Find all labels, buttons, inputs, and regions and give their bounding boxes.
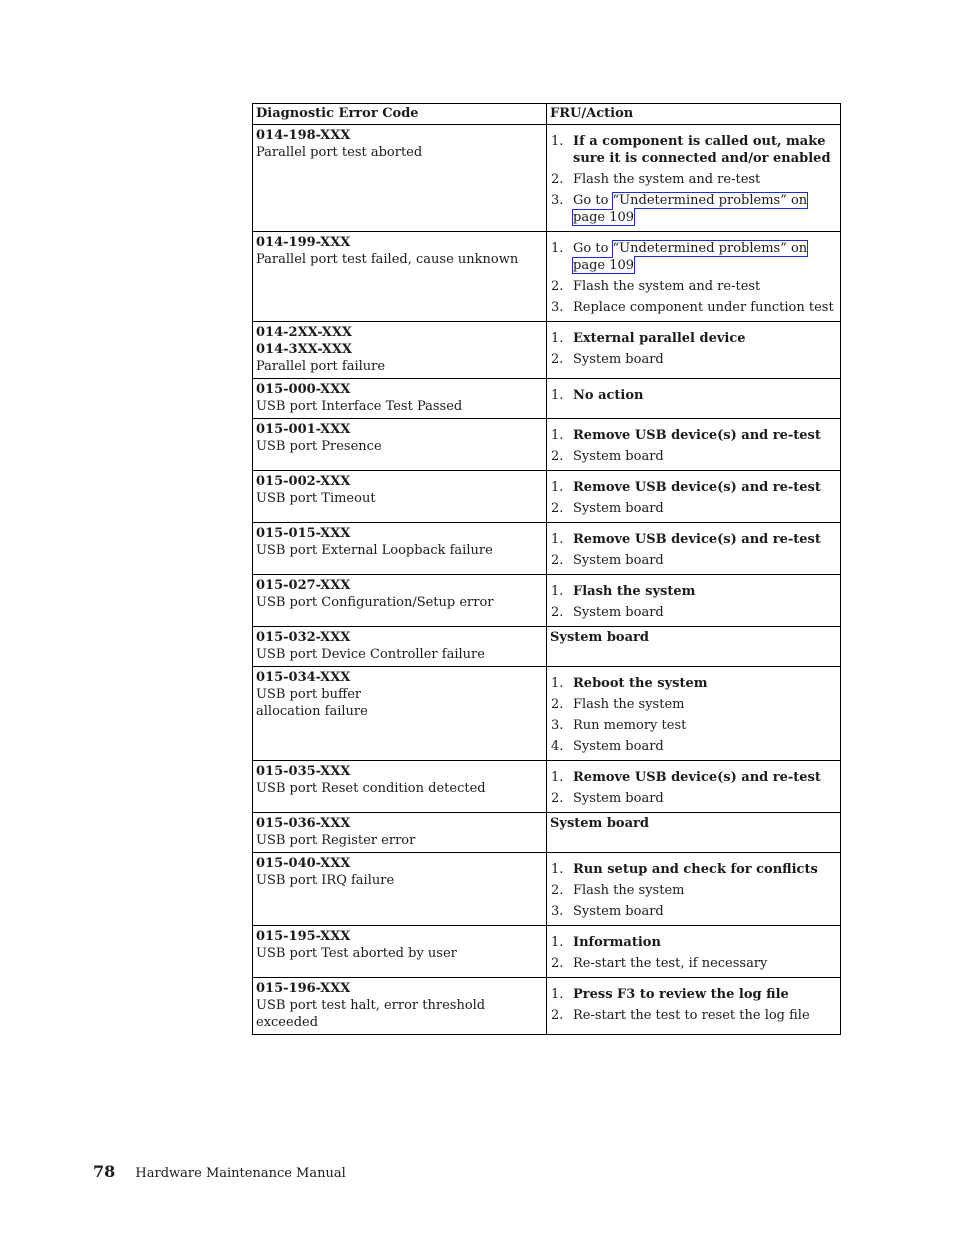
list-item — [550, 427, 837, 444]
step-number: 2. — [551, 172, 564, 187]
list-item — [550, 675, 837, 692]
step-number: 1. — [551, 584, 564, 599]
step-text: Run setup and check for conflicts — [573, 862, 818, 877]
error-description: USB port buffer allocation failure — [256, 687, 368, 719]
table-row — [253, 761, 841, 813]
step-text: System board — [573, 739, 664, 754]
table-row — [253, 813, 841, 853]
error-description: USB port Test aborted by user — [256, 946, 457, 961]
error-code: 015-032-XXX — [256, 630, 351, 645]
error-code: 015-036-XXX — [256, 816, 351, 831]
step-text: Flash the system — [573, 883, 685, 898]
step-text: Flash the system and re-test — [573, 172, 761, 187]
step-text: Press F3 to review the log file — [573, 987, 789, 1002]
step-number: 2. — [551, 883, 564, 898]
error-code-cell — [253, 471, 547, 523]
step-number: 1. — [551, 388, 564, 403]
page-number: 78 — [93, 1162, 116, 1181]
step-number: 1. — [551, 134, 564, 149]
step-number: 2. — [551, 791, 564, 806]
error-code: 015-015-XXX — [256, 526, 351, 541]
step-number: 2. — [551, 449, 564, 464]
list-item — [550, 500, 837, 517]
step-number: 2. — [551, 956, 564, 971]
step-number: 4. — [551, 739, 564, 754]
error-code: 014-3XX-XXX — [256, 342, 352, 357]
error-code-cell — [253, 926, 547, 978]
action-steps-list — [550, 934, 837, 972]
action-steps-list — [550, 986, 837, 1024]
fru-action-cell — [547, 419, 841, 471]
step-text: Go to — [573, 193, 613, 208]
error-code-cell — [253, 978, 547, 1035]
fru-action-cell — [547, 761, 841, 813]
error-description: USB port Register error — [256, 833, 416, 848]
error-code: 015-000-XXX — [256, 382, 351, 397]
step-number: 1. — [551, 862, 564, 877]
list-item — [550, 299, 837, 316]
fru-action-cell — [547, 379, 841, 419]
table-row — [253, 978, 841, 1035]
error-description: USB port External Loopback failure — [256, 543, 493, 558]
error-description: Parallel port failure — [256, 359, 386, 374]
list-item — [550, 387, 837, 404]
error-code: 015-196-XXX — [256, 981, 351, 996]
table-header-row — [253, 104, 841, 125]
manual-title: Hardware Maintenance Manual — [135, 1166, 346, 1181]
table-row — [253, 125, 841, 232]
error-code-cell — [253, 667, 547, 761]
error-code: 015-040-XXX — [256, 856, 351, 871]
step-text: Flash the system — [573, 697, 685, 712]
action-steps-list — [550, 861, 837, 920]
step-text: System board — [573, 449, 664, 464]
fru-action-cell — [547, 125, 841, 232]
list-item — [550, 330, 837, 347]
step-number: 1. — [551, 241, 564, 256]
action-steps-list — [550, 675, 837, 755]
step-number: 1. — [551, 770, 564, 785]
header-fru-action: FRU/Action — [547, 104, 841, 125]
error-code-cell — [253, 379, 547, 419]
step-number: 2. — [551, 697, 564, 712]
table-row — [253, 853, 841, 926]
error-code-cell — [253, 322, 547, 379]
undetermined-problems-link[interactable]: “Undetermined problems” on page 109 — [573, 193, 808, 225]
action-steps-list — [550, 427, 837, 465]
list-item — [550, 861, 837, 878]
fru-action-text: System board — [550, 630, 649, 645]
table-row — [253, 471, 841, 523]
list-item — [550, 171, 837, 188]
list-item — [550, 351, 837, 368]
fru-action-cell — [547, 471, 841, 523]
fru-action-text: System board — [550, 816, 649, 831]
step-text: System board — [573, 501, 664, 516]
list-item — [550, 769, 837, 786]
step-number: 1. — [551, 987, 564, 1002]
action-steps-list — [550, 240, 837, 316]
step-text: Flash the system and re-test — [573, 279, 761, 294]
error-code: 015-035-XXX — [256, 764, 351, 779]
step-text: System board — [573, 791, 664, 806]
list-item — [550, 531, 837, 548]
error-description: USB port Reset condition detected — [256, 781, 486, 796]
table-row — [253, 232, 841, 322]
error-code-cell — [253, 125, 547, 232]
action-steps-list — [550, 769, 837, 807]
error-description: USB port Configuration/Setup error — [256, 595, 494, 610]
header-diagnostic-error-code: Diagnostic Error Code — [253, 104, 547, 125]
fru-action-cell — [547, 322, 841, 379]
action-steps-list — [550, 583, 837, 621]
step-number: 2. — [551, 605, 564, 620]
step-text: External parallel device — [573, 331, 746, 346]
error-code-cell — [253, 232, 547, 322]
action-steps-list — [550, 387, 837, 404]
error-description: USB port Timeout — [256, 491, 376, 506]
list-item — [550, 192, 837, 226]
step-number: 3. — [551, 300, 564, 315]
step-text: System board — [573, 904, 664, 919]
step-text: Run memory test — [573, 718, 687, 733]
step-number: 2. — [551, 352, 564, 367]
error-description: USB port test halt, error threshold exceeded — [256, 998, 486, 1030]
error-code-cell — [253, 575, 547, 627]
fru-action-cell — [547, 575, 841, 627]
error-code-cell — [253, 813, 547, 853]
list-item — [550, 240, 837, 274]
step-text: System board — [573, 352, 664, 367]
step-number: 2. — [551, 501, 564, 516]
error-code-cell — [253, 627, 547, 667]
step-number: 2. — [551, 279, 564, 294]
list-item — [550, 955, 837, 972]
step-text: If a component is called out, make sure it is connected and/or enabled — [573, 134, 831, 166]
error-code: 014-2XX-XXX — [256, 325, 352, 340]
list-item — [550, 986, 837, 1003]
step-text: Re-start the test, if necessary — [573, 956, 768, 971]
table-row — [253, 575, 841, 627]
action-steps-list — [550, 531, 837, 569]
step-number: 2. — [551, 1008, 564, 1023]
error-code: 014-198-XXX — [256, 128, 351, 143]
step-number: 3. — [551, 193, 564, 208]
list-item — [550, 1007, 837, 1024]
error-description: USB port Device Controller failure — [256, 647, 485, 662]
diagnostic-error-table — [252, 103, 841, 1035]
step-text: Information — [573, 935, 661, 950]
action-steps-list — [550, 330, 837, 368]
table-row — [253, 419, 841, 471]
page-footer — [93, 1162, 346, 1184]
step-text: System board — [573, 553, 664, 568]
error-description: Parallel port test aborted — [256, 145, 423, 160]
fru-action-cell — [547, 523, 841, 575]
step-text: Remove USB device(s) and re-test — [573, 770, 821, 785]
error-code: 015-002-XXX — [256, 474, 351, 489]
list-item — [550, 448, 837, 465]
error-code: 015-034-XXX — [256, 670, 351, 685]
undetermined-problems-link[interactable]: “Undetermined problems” on page 109 — [573, 241, 808, 273]
action-steps-list — [550, 133, 837, 226]
step-text: Remove USB device(s) and re-test — [573, 480, 821, 495]
fru-action-cell — [547, 978, 841, 1035]
step-number: 1. — [551, 935, 564, 950]
fru-action-cell — [547, 667, 841, 761]
error-description: USB port Presence — [256, 439, 382, 454]
step-number: 1. — [551, 428, 564, 443]
error-code: 015-001-XXX — [256, 422, 351, 437]
table-row — [253, 523, 841, 575]
list-item — [550, 479, 837, 496]
step-text: Flash the system — [573, 584, 696, 599]
step-number: 3. — [551, 904, 564, 919]
table-row — [253, 627, 841, 667]
list-item — [550, 934, 837, 951]
list-item — [550, 738, 837, 755]
table-row — [253, 926, 841, 978]
fru-action-cell — [547, 232, 841, 322]
list-item — [550, 717, 837, 734]
list-item — [550, 696, 837, 713]
step-text: Re-start the test to reset the log file — [573, 1008, 810, 1023]
table-row — [253, 379, 841, 419]
step-text: No action — [573, 388, 644, 403]
fru-action-cell — [547, 853, 841, 926]
step-number: 3. — [551, 718, 564, 733]
step-number: 1. — [551, 676, 564, 691]
step-text: System board — [573, 605, 664, 620]
step-text: Replace component under function test — [573, 300, 834, 315]
list-item — [550, 552, 837, 569]
step-text: Remove USB device(s) and re-test — [573, 428, 821, 443]
action-steps-list — [550, 479, 837, 517]
step-text: Go to — [573, 241, 613, 256]
error-code-cell — [253, 853, 547, 926]
error-code-cell — [253, 761, 547, 813]
step-number: 1. — [551, 532, 564, 547]
list-item — [550, 278, 837, 295]
list-item — [550, 882, 837, 899]
error-code: 015-027-XXX — [256, 578, 351, 593]
fru-action-cell — [547, 926, 841, 978]
list-item — [550, 583, 837, 600]
step-number: 1. — [551, 480, 564, 495]
list-item — [550, 133, 837, 167]
list-item — [550, 604, 837, 621]
list-item — [550, 903, 837, 920]
step-text: Remove USB device(s) and re-test — [573, 532, 821, 547]
step-number: 1. — [551, 331, 564, 346]
error-code-cell — [253, 419, 547, 471]
fru-action-cell — [547, 813, 841, 853]
error-description: USB port Interface Test Passed — [256, 399, 463, 414]
error-description: USB port IRQ failure — [256, 873, 395, 888]
table-body — [253, 125, 841, 1035]
table-row — [253, 667, 841, 761]
list-item — [550, 790, 837, 807]
error-code: 015-195-XXX — [256, 929, 351, 944]
table-row — [253, 322, 841, 379]
error-code: 014-199-XXX — [256, 235, 351, 250]
error-description: Parallel port test failed, cause unknown — [256, 252, 519, 267]
fru-action-cell — [547, 627, 841, 667]
step-text: Reboot the system — [573, 676, 708, 691]
error-code-cell — [253, 523, 547, 575]
step-number: 2. — [551, 553, 564, 568]
